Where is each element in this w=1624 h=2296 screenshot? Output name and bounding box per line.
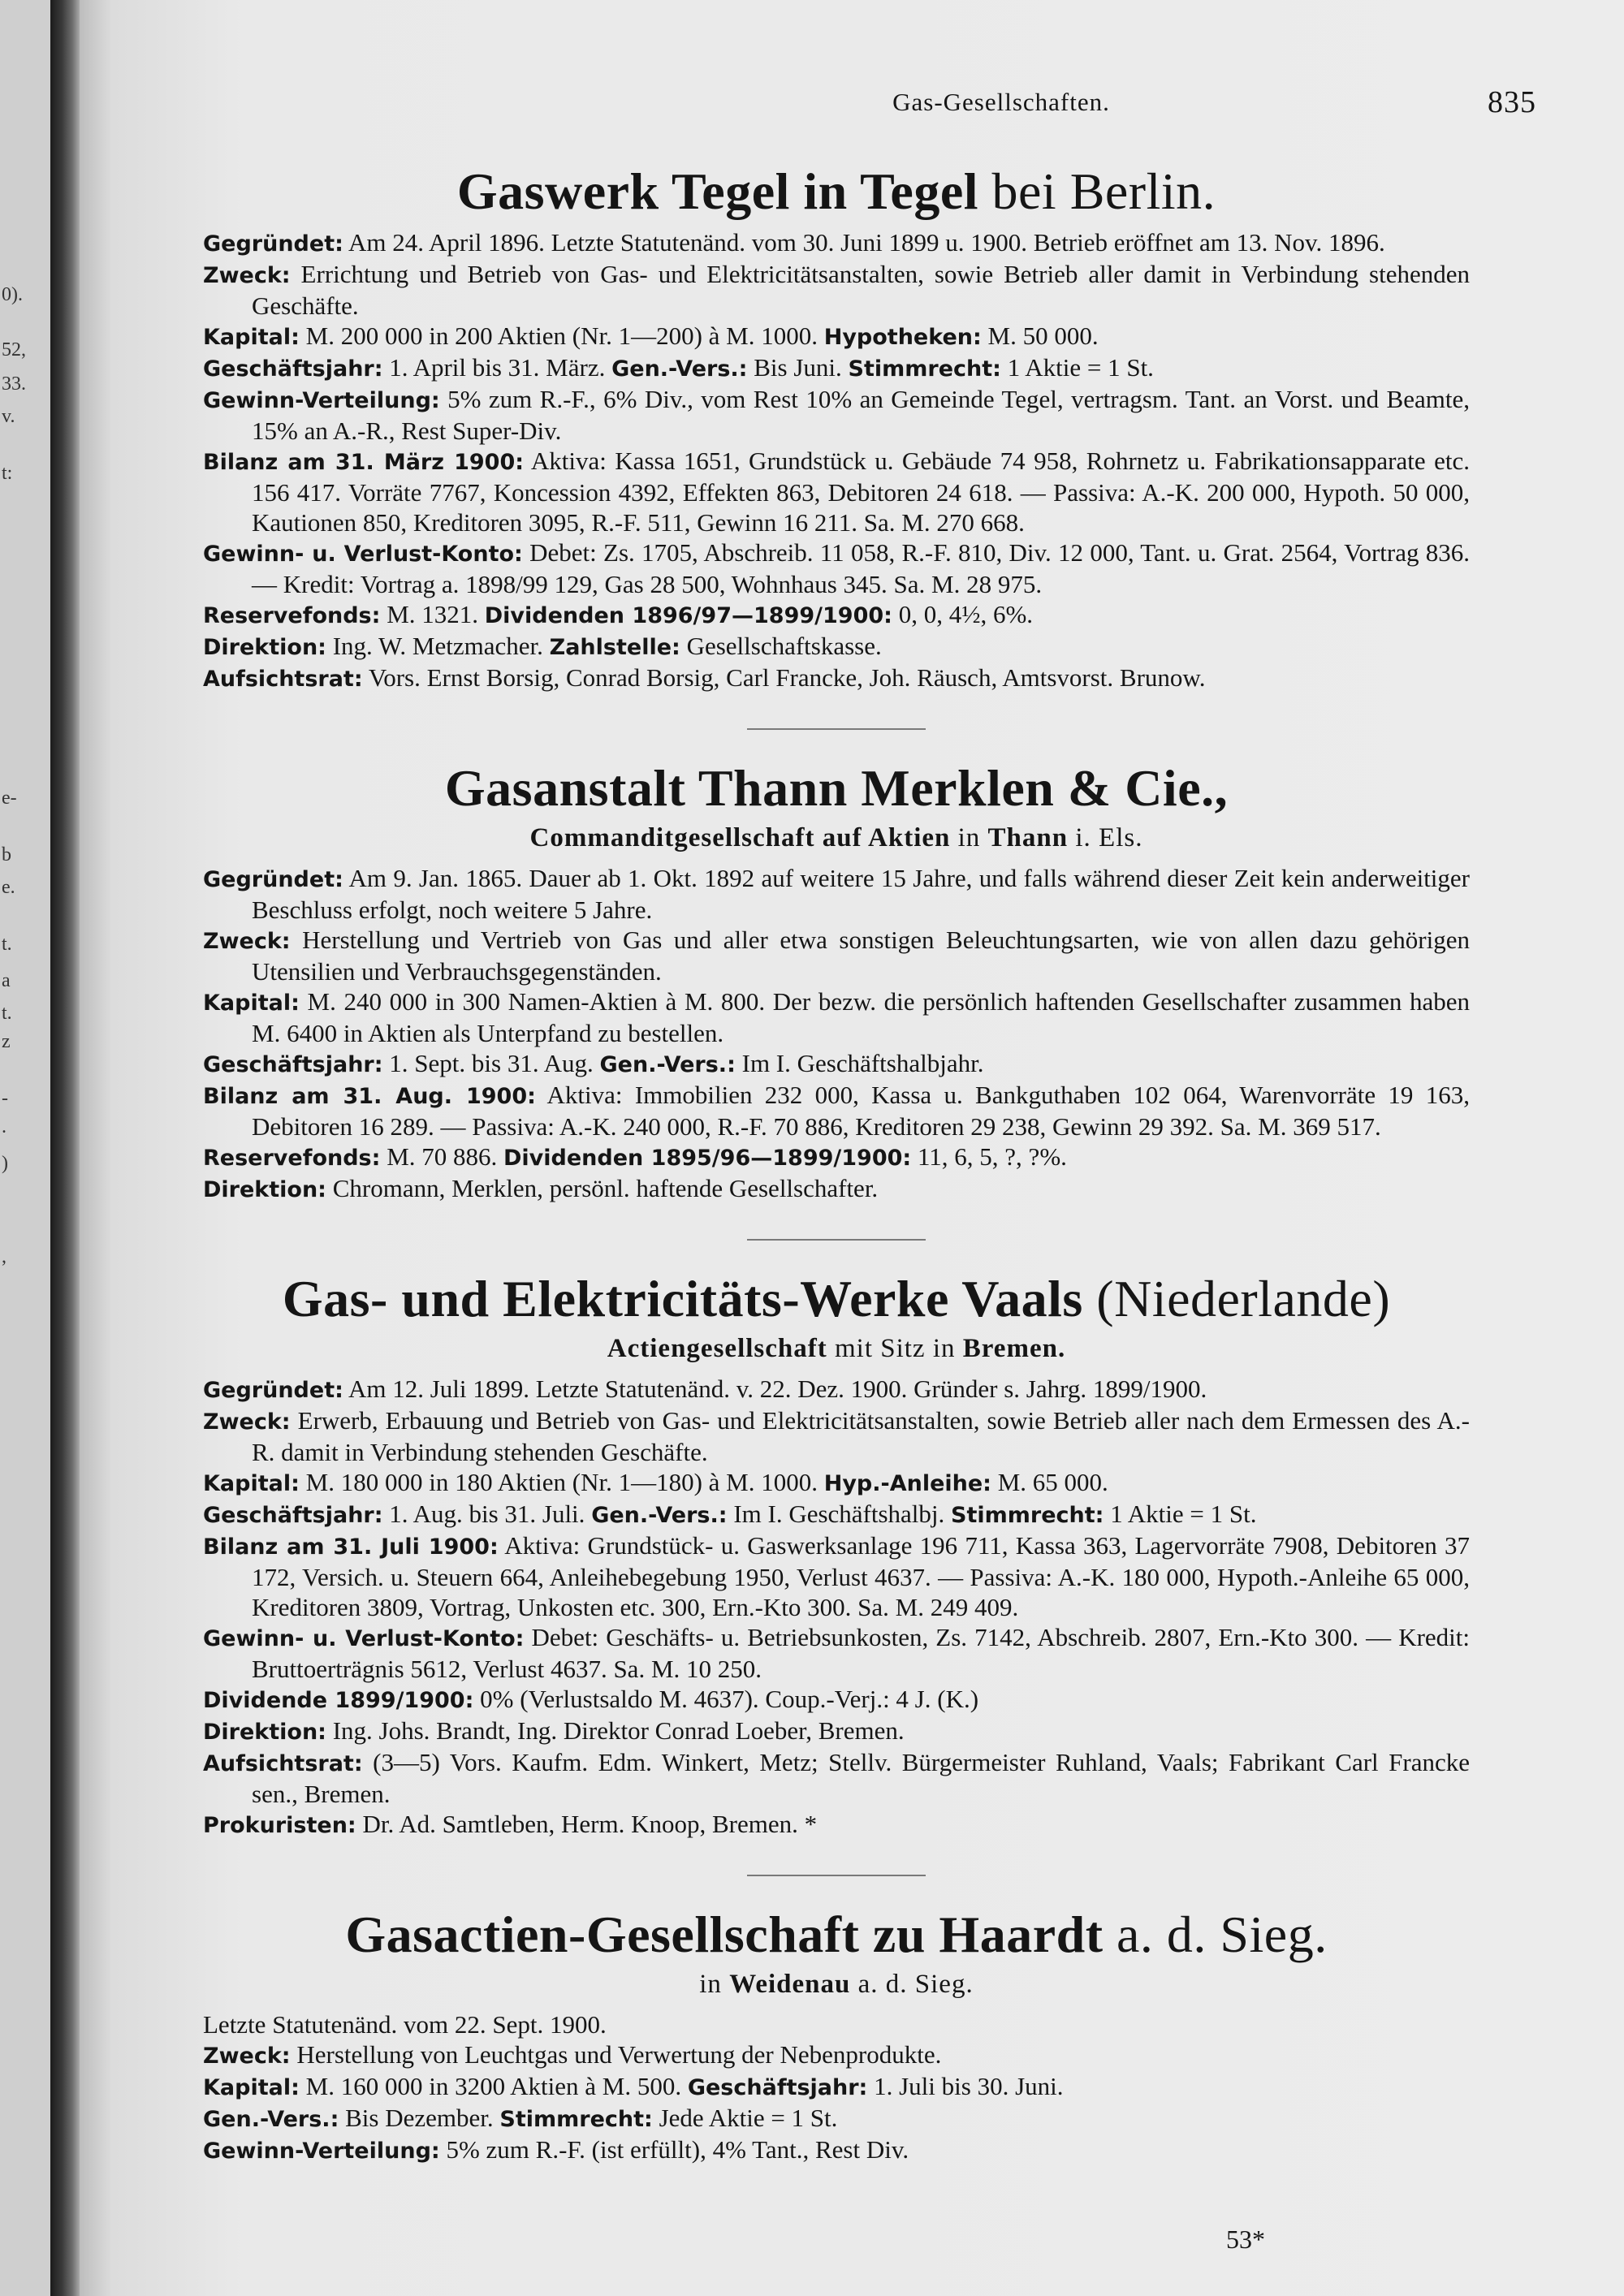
company-name: Gas- und Elektricitäts-Werke Vaals — [282, 1270, 1083, 1327]
margin-fragment: a — [2, 970, 11, 991]
field-key: Zahlstelle: — [549, 635, 680, 660]
margin-fragment: b — [2, 844, 11, 865]
field-key: Geschäftsjahr: — [203, 1052, 383, 1077]
subtitle-part: a. d. Sieg. — [850, 1970, 974, 1999]
field-key: Gegründet: — [203, 1378, 343, 1403]
document-body — [203, 162, 1470, 2166]
field-value: M. 180 000 in 180 Aktien (Nr. 1—180) à M. 1000. — [299, 1468, 818, 1496]
field-key: Dividenden 1896/97—1899/1900: — [484, 603, 892, 628]
field-key: Gewinn-Verteilung: — [203, 388, 440, 413]
company-name: Gaswerk Tegel in Tegel — [456, 162, 979, 220]
margin-fragment: , — [2, 1246, 6, 1267]
field-value: 0, 0, 4½, 6%. — [892, 600, 1034, 628]
margin-fragment: t. — [2, 1003, 12, 1024]
previous-page-margin — [0, 0, 50, 2296]
field-value: 1 Aktie = 1 St. — [1104, 1500, 1257, 1528]
margin-fragment: 0). — [2, 284, 23, 305]
company-location: a. d. Sieg. — [1103, 1905, 1328, 1963]
subtitle-part: in — [950, 823, 988, 852]
subtitle-part: Actiengesellschaft — [607, 1334, 827, 1363]
field-key: Gewinn- u. Verlust-Konto: — [203, 542, 523, 567]
entry-field — [203, 2103, 1470, 2134]
company-entry — [203, 1270, 1470, 1841]
subtitle-part: Thann — [987, 823, 1069, 852]
field-key: Reservefonds: — [203, 1146, 381, 1171]
entry-field — [203, 2071, 1470, 2103]
field-value: 11, 6, 5, ?, ?%. — [911, 1142, 1067, 1171]
field-key: Gen.-Vers.: — [611, 356, 748, 382]
field-key: Direktion: — [203, 1720, 326, 1745]
field-key: Reservefonds: — [203, 603, 381, 628]
company-location: (Niederlande) — [1082, 1270, 1391, 1327]
field-value: Bis Juni. — [747, 353, 842, 382]
company-subtitle — [203, 822, 1470, 853]
field-key: Kapital: — [203, 990, 300, 1016]
field-key: Geschäftsjahr: — [687, 2075, 868, 2100]
company-subtitle — [203, 1333, 1470, 1364]
entry-field — [203, 1374, 1470, 1405]
company-entry — [203, 1905, 1470, 2166]
margin-fragment: . — [2, 1116, 6, 1137]
field-value: Am 9. Jan. 1865. Dauer ab 1. Okt. 1892 auf weitere 15 Jahre, und falls während dieser Zeit kein anderweitiger Beschluss erfolgt, noch weitere 5 Jahre. — [252, 864, 1470, 924]
field-key: Zweck: — [203, 263, 291, 288]
entry-field — [203, 446, 1470, 537]
field-key: Aufsichtsrat: — [203, 1751, 363, 1776]
field-value: M. 65 000. — [991, 1468, 1108, 1496]
field-key: Gewinn-Verteilung: — [203, 2138, 440, 2164]
section-divider — [747, 1875, 926, 1876]
field-value: Chromann, Merklen, persönl. haftende Gesellschafter. — [326, 1174, 879, 1202]
entry-field — [203, 2009, 1470, 2039]
field-value: 0% (Verlustsaldo M. 4637). Coup.-Verj.: 4 J. (K.) — [473, 1685, 979, 1713]
margin-fragment: t. — [2, 934, 12, 955]
page-number: 835 — [1488, 85, 1536, 119]
margin-fragment: e- — [2, 788, 17, 809]
entry-field — [203, 986, 1470, 1048]
field-value: Errichtung und Betrieb von Gas- und Elektricitätsanstalten, sowie Betrieb aller damit in Verbindung stehenden Geschäfte. — [252, 260, 1470, 320]
entry-field — [203, 1048, 1470, 1080]
entry-field — [203, 662, 1470, 694]
field-key: Stimmrecht: — [848, 356, 1001, 382]
field-key: Stimmrecht: — [951, 1503, 1104, 1528]
field-value: 5% zum R.-F. (ist erfüllt), 4% Tant., Rest Div. — [439, 2135, 909, 2164]
running-head: Gas-Gesellschaften. — [892, 88, 1110, 116]
section-divider — [747, 728, 926, 730]
company-title — [203, 162, 1470, 221]
entry-field — [203, 2134, 1470, 2166]
entry-field — [203, 1499, 1470, 1530]
page-header — [648, 85, 1557, 123]
field-value: Im I. Geschäftshalbj. — [727, 1500, 945, 1528]
entry-field — [203, 631, 1470, 662]
field-key: Direktion: — [203, 1177, 326, 1202]
margin-fragment: v. — [2, 406, 15, 427]
entry-field — [203, 1173, 1470, 1205]
entry-field — [203, 1809, 1470, 1841]
subtitle-part: i. Els. — [1068, 823, 1143, 852]
field-value: Am 24. April 1896. Letzte Statutenänd. vom 30. Juni 1899 u. 1900. Betrieb eröffnet am 13. Nov. 1896. — [343, 228, 1385, 257]
field-value: 1 Aktie = 1 St. — [1000, 353, 1154, 382]
field-value: Am 12. Juli 1899. Letzte Statutenänd. v. 22. Dez. 1900. Gründer s. Jahrg. 1899/1900. — [343, 1375, 1207, 1403]
field-value: M. 160 000 in 3200 Aktien à M. 500. — [299, 2072, 682, 2100]
field-key: Zweck: — [203, 2044, 291, 2069]
entry-field — [203, 1747, 1470, 1809]
margin-fragment: z — [2, 1031, 11, 1052]
field-key: Geschäftsjahr: — [203, 1503, 383, 1528]
entry-field — [203, 1684, 1470, 1716]
field-key: Gewinn- u. Verlust-Konto: — [203, 1626, 525, 1651]
entry-field — [203, 1716, 1470, 1747]
entry-field — [203, 1405, 1470, 1467]
margin-fragment: 52, — [2, 339, 26, 360]
entry-field — [203, 599, 1470, 631]
company-location: bei Berlin. — [978, 162, 1216, 220]
company-entry — [203, 759, 1470, 1205]
field-key: Aufsichtsrat: — [203, 667, 363, 692]
subtitle-part: mit Sitz in — [827, 1334, 963, 1363]
entry-field — [203, 1467, 1470, 1499]
entry-field — [203, 1530, 1470, 1622]
field-value: M. 240 000 in 300 Namen-Aktien à M. 800. Der bezw. die persönlich haftenden Gesellschafter zusammen haben M. 6400 in Aktien als Unterpfand zu bestellen. — [252, 987, 1470, 1047]
company-name: Gasanstalt Thann Merklen & Cie., — [444, 759, 1229, 817]
subtitle-part: in — [699, 1970, 730, 1999]
field-value: Gesellschaftskasse. — [680, 632, 882, 660]
margin-fragment: - — [2, 1088, 8, 1109]
section-divider — [747, 1239, 926, 1241]
entry-field — [203, 925, 1470, 986]
field-key: Gegründet: — [203, 231, 343, 257]
field-key: Gegründet: — [203, 867, 343, 892]
field-key: Dividende 1899/1900: — [203, 1688, 474, 1713]
field-value: Erwerb, Erbauung und Betrieb von Gas- und Elektricitätsanstalten, sowie Betrieb aller nach dem Ermessen des A.-R. damit in Verbindung stehenden Geschäfte. — [252, 1406, 1470, 1466]
field-value: 1. Juli bis 30. Juni. — [867, 2072, 1064, 2100]
field-value: Ing. W. Metzmacher. — [326, 632, 543, 660]
field-value: Aktiva: Immobilien 232 000, Kassa u. Bankguthaben 102 064, Warenvorräte 19 163, Debitoren 16 289. — Passiva: A.-K. 240 000, R.-F. 70 886, Kreditoren 29 238, Gewinn 29 392. Sa. M. 369 517. — [252, 1081, 1470, 1141]
margin-fragment: t: — [2, 463, 13, 484]
field-key: Kapital: — [203, 325, 300, 350]
field-key: Kapital: — [203, 2075, 300, 2100]
field-key: Gen.-Vers.: — [203, 2107, 339, 2132]
signature-mark: 53* — [1226, 2225, 1265, 2254]
field-value: Aktiva: Kassa 1651, Grundstück u. Gebäude 74 958, Rohrnetz u. Fabrikationsapparate etc. 156 417. Vorräte 7767, Koncession 4392, Effekten 863, Debitoren 24 618. — Passiva: A.-K. 200 000, Hypoth. 50 000, Kautionen 850, Kreditoren 3095, R.-F. 511, Gewinn 16 211. Sa. M. 270 668. — [252, 447, 1470, 537]
field-value: Im I. Geschäftshalbjahr. — [735, 1049, 984, 1077]
field-key: Zweck: — [203, 929, 291, 954]
field-key: Gen.-Vers.: — [599, 1052, 736, 1077]
entry-field — [203, 352, 1470, 384]
entry-field — [203, 321, 1470, 352]
field-key: Geschäftsjahr: — [203, 356, 383, 382]
entry-field — [203, 863, 1470, 925]
field-value: Herstellung und Vertrieb von Gas und aller etwa sonstigen Beleuchtungsarten, wie von allen dazu gehörigen Utensilien und Verbrauchsgegenständen. — [252, 926, 1470, 986]
field-value: Letzte Statutenänd. vom 22. Sept. 1900. — [203, 2010, 607, 2039]
field-value: Vors. Ernst Borsig, Conrad Borsig, Carl Francke, Joh. Räusch, Amtsvorst. Brunow. — [362, 663, 1206, 692]
entry-field — [203, 1622, 1470, 1684]
field-value: Debet: Zs. 1705, Abschreib. 11 058, R.-F. 810, Div. 12 000, Tant. u. Grat. 2564, Vortrag 836. — Kredit: Vortrag a. 1898/99 129, Gas 28 500, Wohnhaus 345. Sa. M. 28 975. — [252, 538, 1471, 598]
entry-field — [203, 384, 1470, 446]
entry-field — [203, 537, 1470, 599]
company-title — [203, 1270, 1470, 1328]
subtitle-part: Weidenau — [729, 1970, 851, 1999]
field-key: Kapital: — [203, 1471, 300, 1496]
field-value: Bis Dezember. — [339, 2104, 494, 2132]
field-value: 1. April bis 31. März. — [382, 353, 606, 382]
field-key: Bilanz am 31. Aug. 1900: — [203, 1084, 536, 1109]
field-key: Stimmrecht: — [499, 2107, 653, 2132]
margin-fragment: ) — [2, 1153, 8, 1174]
entry-field — [203, 227, 1470, 259]
field-value: M. 70 886. — [380, 1142, 498, 1171]
field-value: Debet: Geschäfts- u. Betriebsunkosten, Zs. 7142, Abschreib. 2807, Ern.-Kto 300. — Kredit: Bruttoerträgnis 5612, Verlust 4637. Sa. M. 10 250. — [252, 1623, 1470, 1683]
field-value: 1. Sept. bis 31. Aug. — [382, 1049, 594, 1077]
field-key: Dividenden 1895/96—1899/1900: — [503, 1146, 912, 1171]
entry-field — [203, 2039, 1470, 2071]
field-value: M. 50 000. — [981, 322, 1099, 350]
field-key: Bilanz am 31. Juli 1900: — [203, 1534, 499, 1560]
field-key: Prokuristen: — [203, 1813, 356, 1838]
field-key: Bilanz am 31. März 1900: — [203, 450, 525, 475]
company-name: Gasactien-Gesellschaft zu Haardt — [345, 1905, 1104, 1963]
margin-fragment: 33. — [2, 373, 26, 395]
company-title — [203, 1905, 1470, 1964]
field-key: Zweck: — [203, 1409, 291, 1435]
field-value: (3—5) Vors. Kaufm. Edm. Winkert, Metz; Stellv. Bürgermeister Ruhland, Vaals; Fabrikant Carl Francke sen., Bremen. — [252, 1748, 1470, 1808]
subtitle-part: Bremen. — [962, 1334, 1066, 1363]
field-key: Hyp.-Anleihe: — [823, 1471, 991, 1496]
field-value: 1. Aug. bis 31. Juli. — [382, 1500, 585, 1528]
company-title — [203, 759, 1470, 818]
company-subtitle — [203, 1969, 1470, 2000]
book-binding-shadow — [50, 0, 80, 2296]
field-value: Aktiva: Grundstück- u. Gaswerksanlage 196 711, Kassa 363, Lagervorräte 7908, Debitoren 37 172, Versich. u. Steuern 664, Anleihebegebung 1950, Verlust 4637. — Passiva: A.-K. 180 000, Hypoth.-Anleihe 65 000, Kreditoren 3809, Vortrag, Unkosten etc. 300, Ern.-Kto 300. Sa. M. 249 409. — [252, 1531, 1470, 1621]
field-value: Herstellung von Leuchtgas und Verwertung der Nebenprodukte. — [290, 2040, 942, 2069]
field-value: Ing. Johs. Brandt, Ing. Direktor Conrad Loeber, Bremen. — [326, 1716, 905, 1745]
field-value: Dr. Ad. Samtleben, Herm. Knoop, Bremen. * — [356, 1810, 818, 1838]
field-value: Jede Aktie = 1 St. — [652, 2104, 838, 2132]
entry-field — [203, 1080, 1470, 1142]
field-value: M. 1321. — [380, 600, 479, 628]
margin-fragment: e. — [2, 877, 15, 898]
entry-field — [203, 1142, 1470, 1173]
subtitle-part: Commanditgesellschaft auf Aktien — [529, 823, 951, 852]
company-entry — [203, 162, 1470, 694]
field-value: 5% zum R.-F., 6% Div., vom Rest 10% an Gemeinde Tegel, vertragsm. Tant. an Vorst. und Beamte, 15% an A.-R., Rest Super-Div. — [252, 385, 1470, 445]
field-key: Direktion: — [203, 635, 326, 660]
entry-field — [203, 259, 1470, 321]
field-value: M. 200 000 in 200 Aktien (Nr. 1—200) à M. 1000. — [299, 322, 818, 350]
field-key: Gen.-Vers.: — [591, 1503, 728, 1528]
field-key: Hypotheken: — [823, 325, 982, 350]
